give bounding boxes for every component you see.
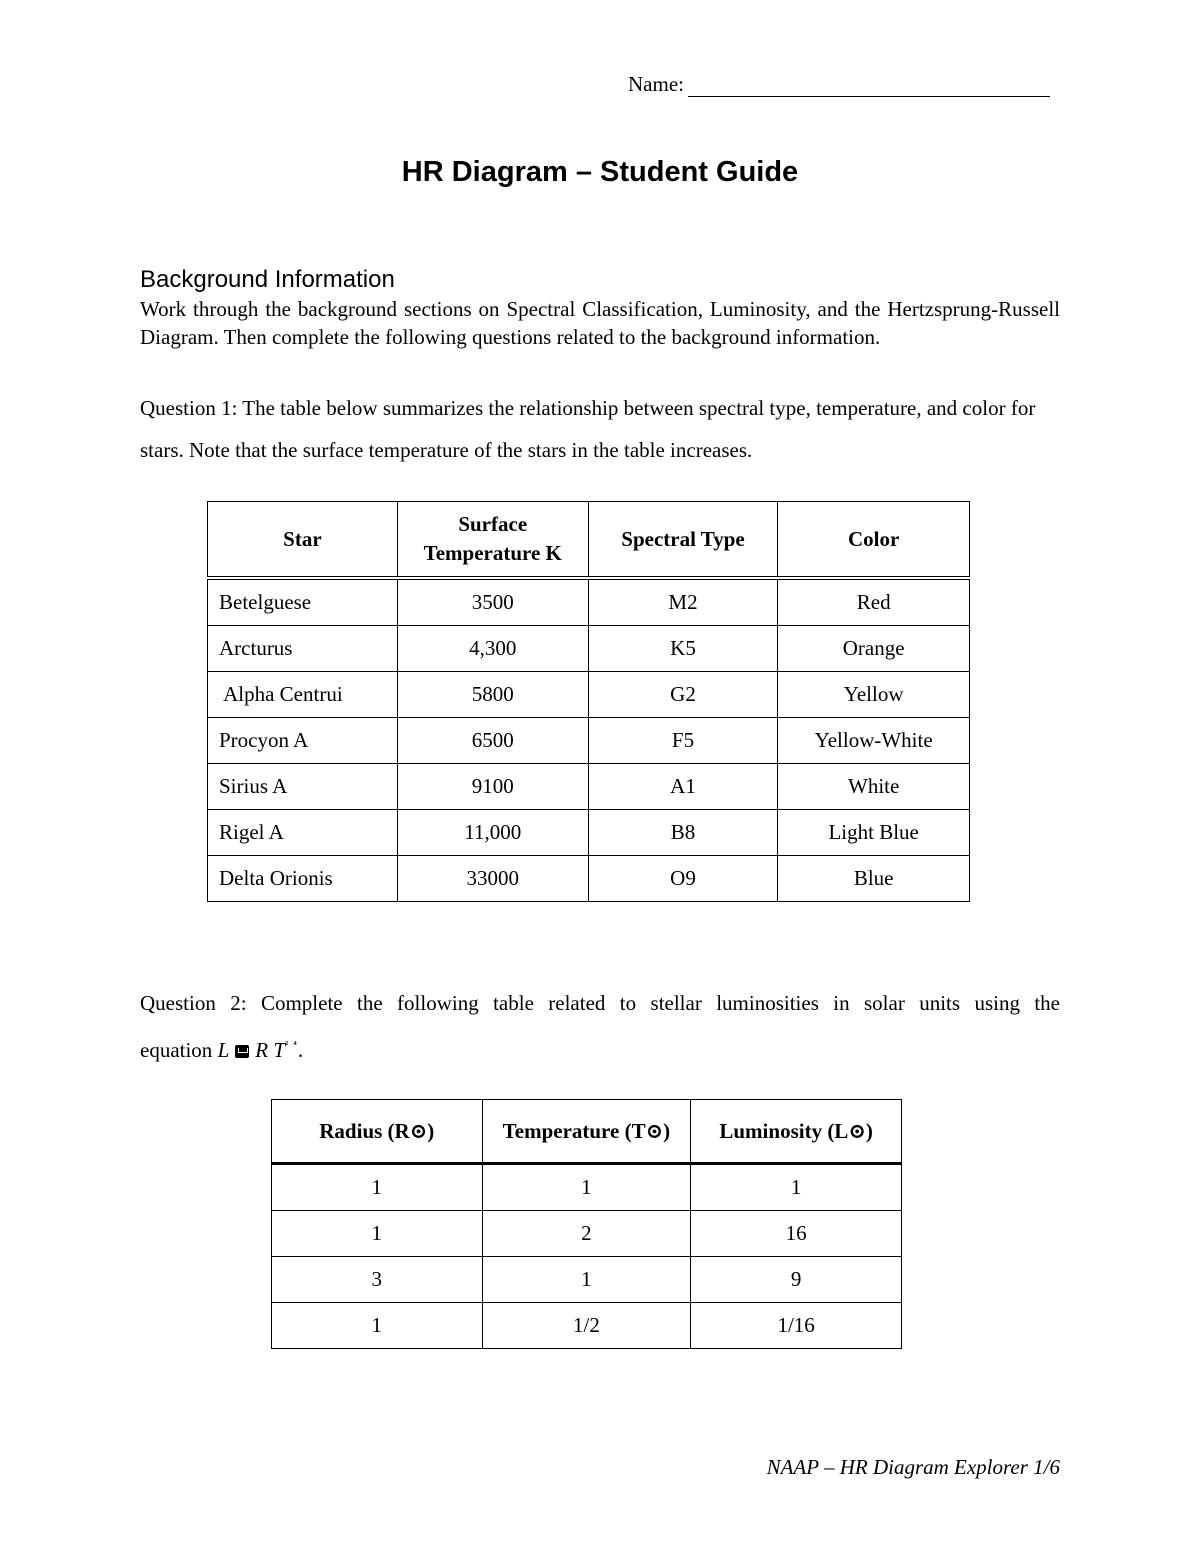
table-row (208, 578, 970, 626)
star-spectral-type: F5 (588, 718, 778, 764)
col-header-luminosity: Luminosity (L⊙) (691, 1100, 902, 1164)
col-header-temperature: Surface Temperature K (397, 502, 588, 579)
background-intro: Work through the background sections on Spectral Classification, Luminosity, and the Hertzsprung-Russell Diagram. Then complete the following questions related to the background information. (140, 297, 1060, 349)
star-spectral-type: B8 (588, 810, 778, 856)
star-spectral-type: G2 (588, 672, 778, 718)
star-color: White (778, 764, 970, 810)
temperature-cell: 2 (482, 1211, 691, 1257)
star-spectral-type: O9 (588, 856, 778, 902)
luminosity-cell[interactable]: 16 (691, 1211, 902, 1257)
star-color: Red (778, 578, 970, 626)
question-2-line-1: Question 2: Complete the following table related to stellar luminosities in solar units using the (140, 991, 1060, 1015)
star-name: Arcturus (208, 626, 398, 672)
equation-exponent: ² ⁴ (285, 1039, 298, 1051)
question-2-text (140, 982, 1060, 1071)
table-row (208, 718, 970, 764)
equation-l: L (217, 1038, 230, 1062)
col-header-color: Color (778, 502, 970, 579)
table-row (208, 672, 970, 718)
question-2-equation (140, 1038, 303, 1062)
table-row (272, 1257, 902, 1303)
temperature-cell: 1 (482, 1257, 691, 1303)
temperature-cell: 1 (482, 1164, 691, 1211)
star-temperature: 5800 (397, 672, 588, 718)
table-row (272, 1303, 902, 1349)
name-label: Name: (628, 72, 684, 96)
star-name: Procyon A (208, 718, 398, 764)
star-temperature: 6500 (397, 718, 588, 764)
star-spectral-type: A1 (588, 764, 778, 810)
star-name: Betelguese (208, 578, 398, 626)
col-header-spectral-type: Spectral Type (588, 502, 778, 579)
star-name: Sirius A (208, 764, 398, 810)
table-row (208, 764, 970, 810)
radius-cell: 1 (272, 1303, 483, 1349)
star-temperature: 33000 (397, 856, 588, 902)
star-color: Light Blue (778, 810, 970, 856)
star-temperature: 3500 (397, 578, 588, 626)
star-spectral-type: M2 (588, 578, 778, 626)
table-row (272, 1164, 902, 1211)
question-1-text: Question 1: The table below summarizes the relationship between spectral type, temperature, and color for stars. Note that the surface temperature of the stars in the table increases. (140, 396, 1036, 462)
star-color: Yellow (778, 672, 970, 718)
table-header-row (208, 502, 970, 579)
star-name: Rigel A (208, 810, 398, 856)
radius-cell: 1 (272, 1164, 483, 1211)
page-title: HR Diagram – Student Guide (401, 156, 799, 188)
star-temperature: 4,300 (397, 626, 588, 672)
table-row (208, 626, 970, 672)
star-color: Blue (778, 856, 970, 902)
star-color: Orange (778, 626, 970, 672)
spectral-table (207, 501, 970, 902)
star-temperature: 9100 (397, 764, 588, 810)
table-row (208, 856, 970, 902)
star-temperature: 11,000 (397, 810, 588, 856)
luminosity-table (271, 1099, 902, 1349)
equation-r: R (255, 1038, 269, 1062)
star-name: Delta Orionis (208, 856, 398, 902)
luminosity-cell[interactable]: 1 (691, 1164, 902, 1211)
name-field (628, 72, 1050, 97)
radius-cell: 1 (272, 1211, 483, 1257)
star-spectral-type: K5 (588, 626, 778, 672)
temperature-cell: 1/2 (482, 1303, 691, 1349)
radius-cell: 3 (272, 1257, 483, 1303)
equation-t: T (273, 1038, 286, 1062)
equation-prefix: equation (140, 1038, 213, 1062)
background-heading: Background Information (140, 266, 395, 293)
star-name: Alpha Centrui (208, 672, 398, 718)
name-blank-line[interactable] (688, 76, 1050, 97)
table-header-row (272, 1100, 902, 1164)
proportional-symbol-icon (235, 1045, 249, 1058)
col-header-temperature: Temperature (T⊙) (482, 1100, 691, 1164)
luminosity-cell[interactable]: 1/16 (691, 1303, 902, 1349)
table-row (208, 810, 970, 856)
star-color: Yellow-White (778, 718, 970, 764)
table-row (272, 1211, 902, 1257)
col-header-star: Star (208, 502, 398, 579)
luminosity-cell[interactable]: 9 (691, 1257, 902, 1303)
col-header-radius: Radius (R⊙) (272, 1100, 483, 1164)
equation-end: . (297, 1038, 304, 1062)
page-footer: NAAP – HR Diagram Explorer 1/6 (766, 1455, 1060, 1479)
